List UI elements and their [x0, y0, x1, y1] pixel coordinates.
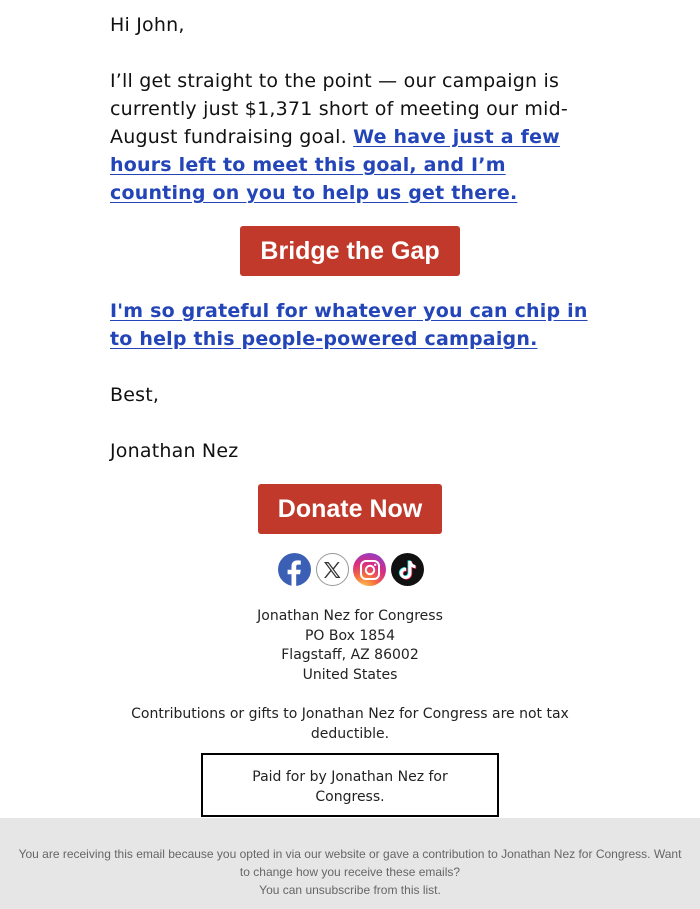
- signoff: Best,: [110, 384, 160, 406]
- grateful-paragraph: [110, 297, 590, 353]
- po-box: PO Box 1854: [304, 627, 395, 644]
- unsubscribe-link[interactable]: You can unsubscribe from this list.: [259, 883, 441, 897]
- city-line: Flagstaff, AZ 86002: [281, 647, 419, 664]
- paid-for-box: [201, 753, 499, 817]
- intro-paragraph: [110, 67, 590, 207]
- country: United States: [302, 666, 398, 683]
- mailing-address: [0, 607, 700, 685]
- greeting: Hi John,: [110, 14, 185, 36]
- intro-donate-link[interactable]: We have just a few hours left to meet this goal, and I’m counting on you to help us get there.: [110, 126, 560, 204]
- social-links: [278, 553, 424, 587]
- intro-text: I’ll get straight to the point — our campaign is currently just $1,371 short of meeting our mid-August fundraising goal.: [110, 70, 568, 148]
- donate-now-button[interactable]: Donate Now: [258, 484, 442, 534]
- subscription-footer: [0, 818, 700, 909]
- bridge-the-gap-button[interactable]: Bridge the Gap: [240, 226, 460, 276]
- opt-in-notice: You are receiving this email because you opted in via our website or gave a contribution to Jonathan Nez for Congress. Want to change how you receive these emails?: [18, 847, 682, 879]
- grateful-donate-link[interactable]: I'm so grateful for whatever you can chip in to help this people-powered campaign.: [110, 300, 588, 350]
- signature: Jonathan Nez: [110, 440, 239, 462]
- x-icon[interactable]: [316, 553, 349, 586]
- tiktok-icon[interactable]: [391, 553, 424, 586]
- org-name: Jonathan Nez for Congress: [257, 608, 443, 624]
- paid-for-text: Paid for by Jonathan Nez for Congress.: [252, 769, 448, 805]
- tax-disclaimer: Contributions or gifts to Jonathan Nez for Congress are not tax deductible.: [131, 706, 569, 742]
- instagram-icon[interactable]: [353, 553, 386, 586]
- facebook-icon[interactable]: [278, 553, 311, 586]
